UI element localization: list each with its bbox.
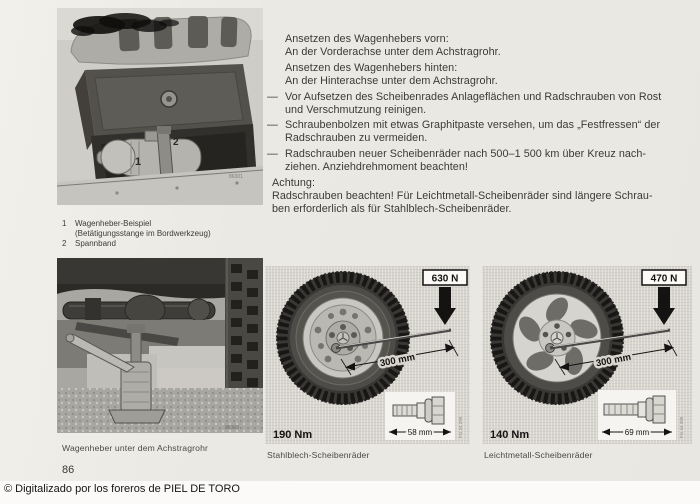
list-dash: — — [267, 119, 278, 132]
text-line: und Verschmutzung reinigen. — [285, 103, 427, 116]
legend-item — [62, 219, 211, 229]
lever-dimension-label: 300 mm — [379, 351, 416, 370]
footer-credit: © Digitalizado por los foreros de PIEL DE TORO — [4, 483, 240, 495]
text-line: Radschrauben neuer Scheibenräder nach 500–1 500 km über Kreuz nach- — [285, 148, 647, 161]
photo-label-jack: 1 — [135, 156, 142, 168]
instruction-text — [267, 33, 695, 219]
text-line: Achtung: — [272, 177, 316, 190]
list-dash: — — [267, 148, 278, 161]
legend-item — [62, 239, 211, 249]
text-line: ben erforderlich als für Stahlblech-Scheibenräder. — [272, 202, 512, 215]
force-label: 630 N — [431, 273, 459, 285]
figure-code: FG 24 280 — [679, 416, 684, 438]
jack-photo-caption: Wagenheber unter dem Achstragrohr — [62, 443, 209, 453]
steel-wheel-illustration — [277, 272, 409, 404]
instruction-paragraph — [267, 148, 695, 174]
photo-label-strap: 2 — [173, 137, 179, 148]
text-line: Schraubenbolzen mit etwas Graphitpaste versehen, um das „Festfressen“ der — [285, 119, 661, 132]
photo-jack-under-axle — [57, 258, 263, 433]
figure-code: FG 24 299 — [458, 416, 463, 438]
text-line: Radschrauben beachten! Für Leichtmetall-Scheibenräder sind längere Schrau- — [272, 189, 653, 202]
text-line: Vor Aufsetzen des Scheibenrades Anlageflächen und Radschrauben von Rost — [285, 90, 662, 103]
photo-code: 86301 — [229, 174, 243, 180]
lever-dimension-label: 300 mm — [595, 351, 632, 370]
text-line: Radschrauben zu vermeiden. — [285, 132, 428, 145]
legend-text: (Betätigungsstange im Bordwerkzeug) — [75, 229, 211, 238]
text-line: Ansetzen des Wagenhebers hinten: — [285, 61, 458, 74]
text-line: An der Vorderachse unter dem Achstragrohr. — [285, 45, 501, 58]
text-line: An der Hinterachse unter dem Achstragrohr. — [285, 74, 498, 87]
alloy-wheel-illustration — [491, 272, 623, 404]
list-dash: — — [267, 90, 278, 103]
legend-number: 1 — [62, 219, 67, 228]
legend-item-continuation — [62, 229, 211, 239]
instruction-paragraph — [267, 119, 695, 145]
alloy-wheel-figure — [482, 266, 692, 444]
instruction-paragraph — [267, 91, 695, 117]
page-number: 86 — [62, 464, 75, 476]
steel-wheel-caption: Stahlblech-Scheibenräder — [267, 450, 370, 460]
torque-label: 140 Nm — [490, 429, 530, 441]
text-line: Ansetzen des Wagenhebers vorn: — [285, 33, 449, 45]
text-line: ziehen. Anziehdrehmoment beachten! — [285, 161, 468, 174]
instruction-paragraph — [267, 62, 695, 88]
steel-wheel-figure — [265, 266, 470, 444]
photo-code: 86309 — [225, 425, 239, 431]
instruction-paragraph — [267, 33, 695, 59]
photo-toolbox-jack — [57, 8, 263, 205]
toolbox-legend — [62, 219, 211, 249]
legend-text: Wagenheber-Beispiel — [75, 219, 152, 228]
bolt-dimension-label: 69 mm — [624, 428, 650, 437]
bolt-dimension-label: 58 mm — [407, 428, 433, 437]
alloy-wheel-caption: Leichtmetall-Scheibenräder — [484, 450, 593, 460]
torque-label: 190 Nm — [273, 429, 313, 441]
legend-number: 2 — [62, 239, 67, 248]
legend-text: Spannband — [75, 239, 116, 248]
force-label: 470 N — [650, 273, 678, 285]
instruction-paragraph-achtung — [267, 177, 695, 216]
